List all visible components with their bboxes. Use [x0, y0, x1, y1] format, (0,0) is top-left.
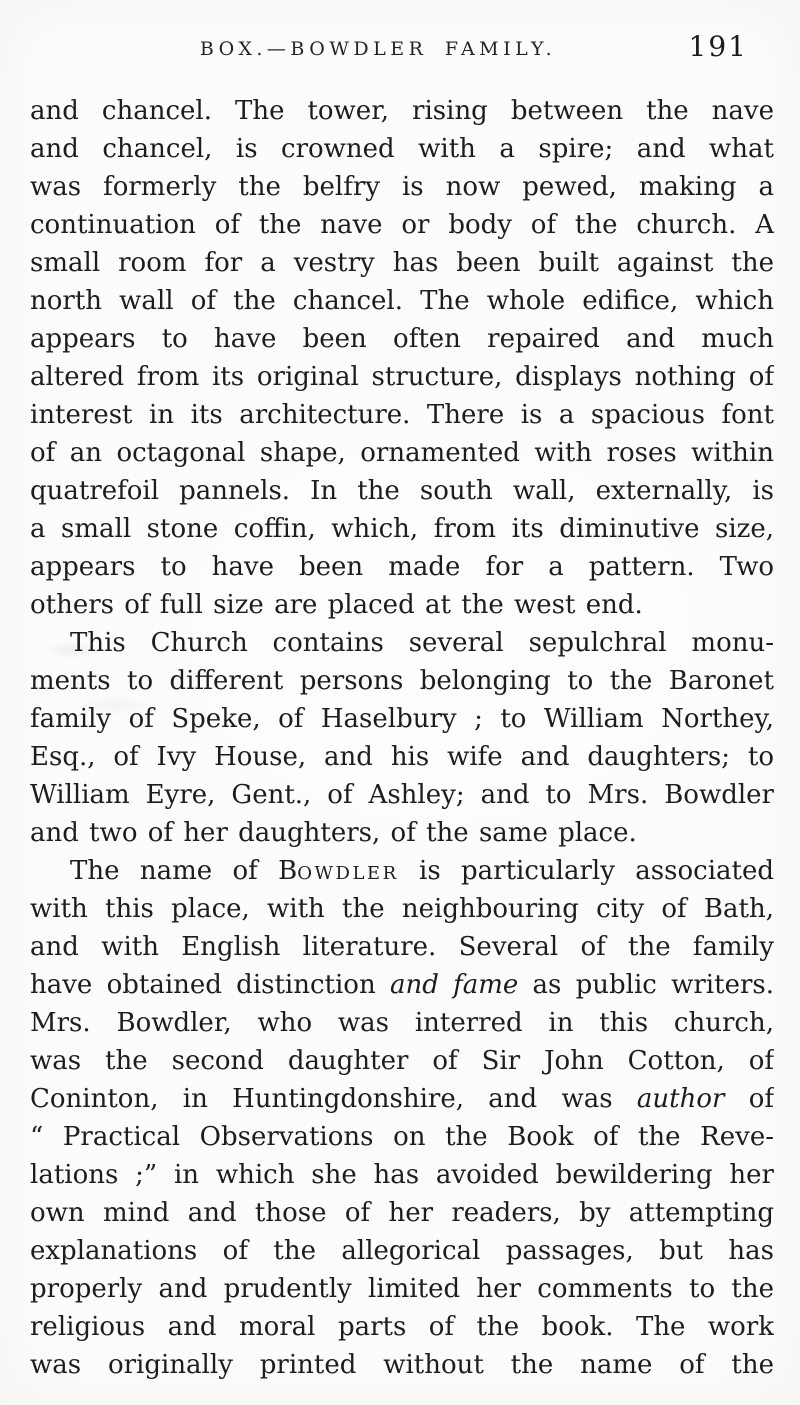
- text-line: a small stone coffin, which, from its diminutive size,: [30, 514, 774, 544]
- running-title: BOX.—BOWDLER FAMILY.: [199, 38, 557, 60]
- text-line: and chancel, is crowned with a spire; and what: [30, 134, 774, 164]
- text-line: Esq., of Ivy House, and his wife and daughters; to: [30, 742, 774, 772]
- page-body-text: [30, 92, 774, 1384]
- text-line: lations ;” in which she has avoided bewildering her: [30, 1160, 774, 1190]
- text-line: family of Speke, of Haselbury ; to William Northey,: [30, 704, 774, 734]
- text-line: ments to different persons belonging to the Baronet: [30, 666, 774, 696]
- page-number: 191: [688, 30, 748, 63]
- text-line: appears to have been often repaired and much: [30, 324, 774, 354]
- text-line: have obtained distinction and fame as public writers.: [30, 970, 774, 1000]
- text-line: interest in its architecture. There is a spacious font: [30, 400, 774, 430]
- text-line: appears to have been made for a pattern. Two: [30, 552, 774, 582]
- text-line: quatrefoil pannels. In the south wall, externally, is: [30, 476, 774, 506]
- text-line: William Eyre, Gent., of Ashley; and to Mrs. Bowdler: [30, 780, 774, 810]
- text-line: religious and moral parts of the book. The work: [30, 1312, 774, 1342]
- text-line: Mrs. Bowdler, who was interred in this church,: [30, 1008, 774, 1038]
- text-line: explanations of the allegorical passages, but has: [30, 1236, 774, 1266]
- text-line: others of full size are placed at the west end.: [30, 590, 643, 620]
- text-line: of an octagonal shape, ornamented with roses within: [30, 438, 774, 468]
- text-line: and chancel. The tower, rising between the nave: [30, 96, 774, 126]
- text-line: small room for a vestry has been built against the: [30, 248, 774, 278]
- text-line: The name of Bowdler is particularly associated: [70, 856, 774, 886]
- text-line: This Church contains several sepulchral monu-: [70, 628, 774, 658]
- page-header: [0, 32, 800, 68]
- text-line: Coninton, in Huntingdonshire, and was author of: [30, 1084, 774, 1114]
- text-line: properly and prudently limited her comments to the: [30, 1274, 774, 1304]
- text-line: was originally printed without the name of the: [30, 1350, 774, 1380]
- text-line: and with English literature. Several of the family: [30, 932, 774, 962]
- text-line: was the second daughter of Sir John Cotton, of: [30, 1046, 774, 1076]
- text-line: was formerly the belfry is now pewed, making a: [30, 172, 774, 202]
- text-line: with this place, with the neighbouring city of Bath,: [30, 894, 774, 924]
- text-line: north wall of the chancel. The whole edifice, which: [30, 286, 774, 316]
- text-line: continuation of the nave or body of the church. A: [30, 210, 774, 240]
- text-line: own mind and those of her readers, by attempting: [30, 1198, 774, 1228]
- text-line: altered from its original structure, displays nothing of: [30, 362, 774, 392]
- text-line: “ Practical Observations on the Book of the Reve-: [30, 1122, 774, 1152]
- text-line: and two of her daughters, of the same place.: [30, 818, 637, 848]
